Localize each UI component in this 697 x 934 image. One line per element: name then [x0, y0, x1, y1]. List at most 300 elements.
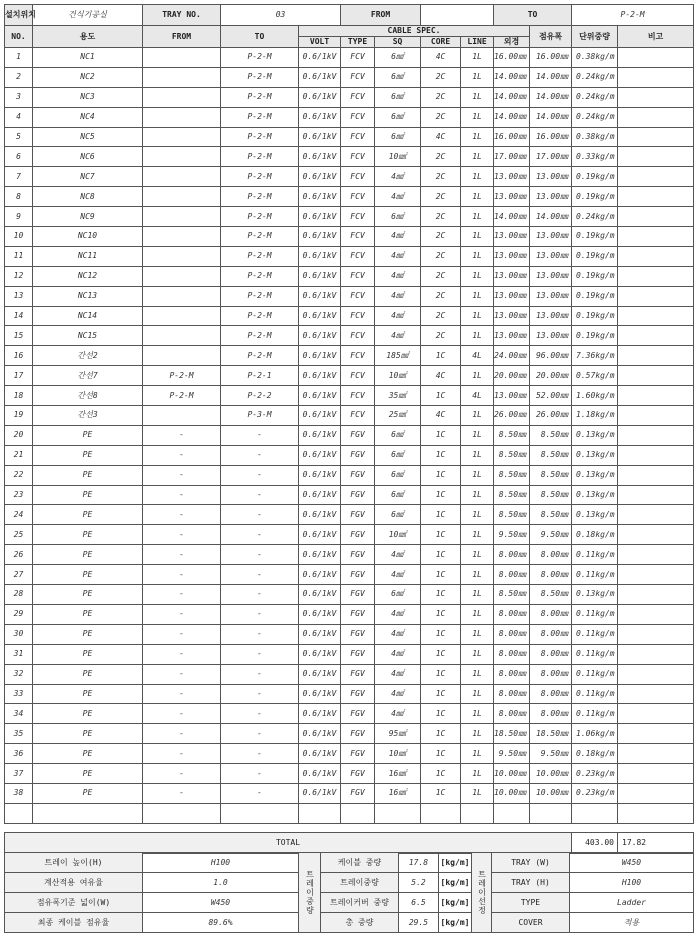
table-row — [5, 107, 694, 127]
row-volt: 0.6/1kV — [299, 167, 341, 187]
row-od: 8.50㎜ — [494, 465, 530, 485]
total-unit-weight: 17.82 — [618, 833, 694, 854]
blank-cell — [375, 803, 421, 823]
row-type: FGV — [341, 704, 375, 724]
row-occupancy: 13.00㎜ — [530, 306, 572, 326]
row-core: 4C — [421, 366, 461, 386]
row-sq: 4㎟ — [375, 624, 421, 644]
row-use: PE — [33, 664, 143, 684]
row-from: - — [143, 724, 221, 744]
row-line: 1L — [461, 724, 494, 744]
row-unit-weight: 0.18kg/m — [572, 744, 618, 764]
row-line: 1L — [461, 127, 494, 147]
table-row — [5, 386, 694, 406]
row-unit-weight: 1.60kg/m — [572, 386, 618, 406]
row-no: 3 — [5, 87, 33, 107]
row-od: 8.50㎜ — [494, 485, 530, 505]
row-volt: 0.6/1kV — [299, 366, 341, 386]
row-line: 1L — [461, 326, 494, 346]
row-no: 17 — [5, 366, 33, 386]
row-from — [143, 306, 221, 326]
row-use: PE — [33, 604, 143, 624]
row-od: 8.50㎜ — [494, 585, 530, 605]
row-unit-weight: 0.23kg/m — [572, 764, 618, 784]
row-unit-weight: 0.19kg/m — [572, 187, 618, 207]
row-no: 11 — [5, 246, 33, 266]
row-note — [618, 545, 694, 565]
cable-weight-label: 케이블 중량 — [321, 853, 399, 873]
row-line: 1L — [461, 505, 494, 525]
row-to: - — [221, 684, 299, 704]
row-use: NC15 — [33, 326, 143, 346]
row-volt: 0.6/1kV — [299, 744, 341, 764]
row-volt: 0.6/1kV — [299, 266, 341, 286]
row-no: 18 — [5, 386, 33, 406]
row-note — [618, 406, 694, 426]
row-use: PE — [33, 783, 143, 803]
col-core: CORE — [421, 37, 461, 48]
row-core: 2C — [421, 207, 461, 227]
row-sq: 16㎟ — [375, 764, 421, 784]
sel-w-value: W450 — [570, 853, 694, 873]
total-occupancy: 403.00 — [572, 833, 618, 854]
row-occupancy: 8.00㎜ — [530, 545, 572, 565]
row-occupancy: 8.50㎜ — [530, 425, 572, 445]
row-type: FCV — [341, 48, 375, 68]
row-from: P-2-M — [143, 366, 221, 386]
cable-tray-table — [4, 4, 694, 824]
table-row — [5, 565, 694, 585]
row-occupancy: 13.00㎜ — [530, 326, 572, 346]
row-no: 4 — [5, 107, 33, 127]
row-sq: 16㎟ — [375, 783, 421, 803]
row-from — [143, 48, 221, 68]
row-od: 18.50㎜ — [494, 724, 530, 744]
row-od: 8.00㎜ — [494, 565, 530, 585]
row-sq: 4㎟ — [375, 286, 421, 306]
row-od: 13.00㎜ — [494, 386, 530, 406]
row-core: 2C — [421, 107, 461, 127]
row-to: - — [221, 485, 299, 505]
table-row — [5, 67, 694, 87]
blank-cell — [33, 803, 143, 823]
row-volt: 0.6/1kV — [299, 406, 341, 426]
row-from — [143, 286, 221, 306]
table-row — [5, 465, 694, 485]
row-line: 1L — [461, 266, 494, 286]
row-to: P-2-M — [221, 326, 299, 346]
row-volt: 0.6/1kV — [299, 425, 341, 445]
table-row — [5, 346, 694, 366]
row-core: 1C — [421, 724, 461, 744]
row-from: - — [143, 744, 221, 764]
from-value — [421, 5, 494, 26]
row-from — [143, 187, 221, 207]
row-no: 34 — [5, 704, 33, 724]
row-note — [618, 227, 694, 247]
row-sq: 6㎟ — [375, 585, 421, 605]
row-sq: 6㎟ — [375, 127, 421, 147]
blank-cell — [221, 803, 299, 823]
row-occupancy: 18.50㎜ — [530, 724, 572, 744]
row-to: P-2-M — [221, 266, 299, 286]
row-use: NC9 — [33, 207, 143, 227]
final-rate-label: 최종 케이블 점유율 — [5, 913, 143, 933]
row-od: 26.00㎜ — [494, 406, 530, 426]
row-od: 13.00㎜ — [494, 326, 530, 346]
row-occupancy: 14.00㎜ — [530, 207, 572, 227]
col-occupancy: 점유폭 — [530, 26, 572, 48]
row-use: PE — [33, 724, 143, 744]
tray-select-vertical-label: 트레이선정 — [472, 853, 492, 933]
row-core: 4C — [421, 48, 461, 68]
row-core: 4C — [421, 406, 461, 426]
row-type: FCV — [341, 87, 375, 107]
row-to: P-2-M — [221, 306, 299, 326]
row-line: 1L — [461, 644, 494, 664]
blank-cell — [421, 803, 461, 823]
header-row — [5, 5, 694, 26]
width-value: W450 — [143, 893, 299, 913]
row-from: - — [143, 704, 221, 724]
row-note — [618, 207, 694, 227]
row-sq: 4㎟ — [375, 664, 421, 684]
row-from — [143, 147, 221, 167]
table-row — [5, 266, 694, 286]
row-no: 13 — [5, 286, 33, 306]
table-row — [5, 624, 694, 644]
row-from — [143, 227, 221, 247]
row-note — [618, 107, 694, 127]
row-note — [618, 704, 694, 724]
row-od: 10.00㎜ — [494, 764, 530, 784]
row-no: 10 — [5, 227, 33, 247]
row-use: NC13 — [33, 286, 143, 306]
row-type: FGV — [341, 425, 375, 445]
tray-height-label: 트레이 높이(H) — [5, 853, 143, 873]
row-type: FGV — [341, 485, 375, 505]
row-note — [618, 624, 694, 644]
row-line: 4L — [461, 346, 494, 366]
row-unit-weight: 0.11kg/m — [572, 545, 618, 565]
row-unit-weight: 0.11kg/m — [572, 624, 618, 644]
row-unit-weight: 0.11kg/m — [572, 664, 618, 684]
row-to: P-2-M — [221, 187, 299, 207]
row-unit-weight: 0.19kg/m — [572, 266, 618, 286]
table-row — [5, 187, 694, 207]
summary-detail-table — [4, 852, 694, 933]
row-occupancy: 10.00㎜ — [530, 783, 572, 803]
table-row — [5, 724, 694, 744]
table-row — [5, 485, 694, 505]
row-no: 7 — [5, 167, 33, 187]
row-unit-weight: 0.24kg/m — [572, 107, 618, 127]
row-type: FCV — [341, 366, 375, 386]
cable-weight-value: 17.8 — [399, 853, 439, 873]
row-from — [143, 346, 221, 366]
table-row — [5, 445, 694, 465]
row-type: FGV — [341, 684, 375, 704]
col-note: 비고 — [618, 26, 694, 48]
row-core: 1C — [421, 664, 461, 684]
col-type: TYPE — [341, 37, 375, 48]
row-use: 간선8 — [33, 386, 143, 406]
tray-value: 03 — [221, 5, 341, 26]
row-occupancy: 8.50㎜ — [530, 505, 572, 525]
row-note — [618, 306, 694, 326]
row-core: 1C — [421, 545, 461, 565]
row-unit-weight: 0.38kg/m — [572, 127, 618, 147]
row-type: FGV — [341, 664, 375, 684]
row-line: 1L — [461, 664, 494, 684]
table-row — [5, 147, 694, 167]
row-unit-weight: 0.11kg/m — [572, 644, 618, 664]
table-row — [5, 684, 694, 704]
row-use: PE — [33, 684, 143, 704]
row-to: - — [221, 425, 299, 445]
row-note — [618, 465, 694, 485]
row-sq: 4㎟ — [375, 246, 421, 266]
sel-w-label: TRAY (W) — [492, 853, 570, 873]
total-weight-label: 총 중량 — [321, 913, 399, 933]
row-use: NC10 — [33, 227, 143, 247]
row-note — [618, 684, 694, 704]
row-od: 8.00㎜ — [494, 604, 530, 624]
row-no: 35 — [5, 724, 33, 744]
row-no: 20 — [5, 425, 33, 445]
row-unit-weight: 0.11kg/m — [572, 704, 618, 724]
row-no: 25 — [5, 525, 33, 545]
margin-value: 1.0 — [143, 873, 299, 893]
row-od: 13.00㎜ — [494, 227, 530, 247]
row-from: - — [143, 425, 221, 445]
row-note — [618, 346, 694, 366]
row-line: 4L — [461, 386, 494, 406]
row-no: 30 — [5, 624, 33, 644]
row-core: 1C — [421, 783, 461, 803]
table-row — [5, 246, 694, 266]
sel-h-label: TRAY (H) — [492, 873, 570, 893]
row-core: 2C — [421, 87, 461, 107]
row-sq: 4㎟ — [375, 187, 421, 207]
row-type: FCV — [341, 386, 375, 406]
row-od: 14.00㎜ — [494, 207, 530, 227]
row-core: 2C — [421, 286, 461, 306]
row-use: NC12 — [33, 266, 143, 286]
row-volt: 0.6/1kV — [299, 87, 341, 107]
row-core: 1C — [421, 764, 461, 784]
to-value: P-2-M — [572, 5, 694, 26]
row-sq: 35㎟ — [375, 386, 421, 406]
row-core: 2C — [421, 246, 461, 266]
row-line: 1L — [461, 565, 494, 585]
col-sq: SQ — [375, 37, 421, 48]
row-to: - — [221, 604, 299, 624]
row-unit-weight: 7.36kg/m — [572, 346, 618, 366]
table-row — [5, 286, 694, 306]
row-sq: 4㎟ — [375, 167, 421, 187]
row-volt: 0.6/1kV — [299, 386, 341, 406]
row-unit-weight: 0.13kg/m — [572, 465, 618, 485]
row-line: 1L — [461, 604, 494, 624]
row-volt: 0.6/1kV — [299, 604, 341, 624]
row-use: PE — [33, 644, 143, 664]
row-from — [143, 406, 221, 426]
row-unit-weight: 0.19kg/m — [572, 227, 618, 247]
col-unit-weight: 단위중량 — [572, 26, 618, 48]
row-sq: 6㎟ — [375, 445, 421, 465]
row-no: 2 — [5, 67, 33, 87]
row-unit-weight: 0.19kg/m — [572, 286, 618, 306]
table-row — [5, 306, 694, 326]
row-od: 13.00㎜ — [494, 167, 530, 187]
row-no: 32 — [5, 664, 33, 684]
row-from — [143, 107, 221, 127]
row-unit-weight: 0.11kg/m — [572, 604, 618, 624]
row-line: 1L — [461, 87, 494, 107]
row-occupancy: 9.50㎜ — [530, 525, 572, 545]
row-to: P-3-M — [221, 406, 299, 426]
row-od: 13.00㎜ — [494, 306, 530, 326]
table-row — [5, 127, 694, 147]
row-note — [618, 366, 694, 386]
row-od: 13.00㎜ — [494, 246, 530, 266]
row-unit-weight: 0.13kg/m — [572, 585, 618, 605]
row-to: P-2-M — [221, 207, 299, 227]
row-unit-weight: 0.11kg/m — [572, 684, 618, 704]
row-type: FGV — [341, 764, 375, 784]
row-type: FCV — [341, 67, 375, 87]
blank-cell — [530, 803, 572, 823]
row-sq: 4㎟ — [375, 545, 421, 565]
row-occupancy: 26.00㎜ — [530, 406, 572, 426]
width-label: 점유폭기준 넓이(W) — [5, 893, 143, 913]
row-line: 1L — [461, 406, 494, 426]
row-to: P-2-2 — [221, 386, 299, 406]
row-unit-weight: 0.13kg/m — [572, 505, 618, 525]
cover-weight-value: 6.5 — [399, 893, 439, 913]
row-note — [618, 744, 694, 764]
row-line: 1L — [461, 525, 494, 545]
blank-cell — [341, 803, 375, 823]
row-no: 14 — [5, 306, 33, 326]
row-no: 23 — [5, 485, 33, 505]
table-row — [5, 585, 694, 605]
row-note — [618, 167, 694, 187]
row-use: NC6 — [33, 147, 143, 167]
row-use: NC4 — [33, 107, 143, 127]
column-header-row — [5, 26, 694, 37]
row-note — [618, 286, 694, 306]
total-weight-unit: [kg/m] — [439, 913, 472, 933]
row-no: 21 — [5, 445, 33, 465]
row-sq: 4㎟ — [375, 306, 421, 326]
row-sq: 6㎟ — [375, 425, 421, 445]
row-no: 5 — [5, 127, 33, 147]
row-core: 2C — [421, 266, 461, 286]
row-type: FCV — [341, 346, 375, 366]
blank-cell — [143, 803, 221, 823]
table-row — [5, 505, 694, 525]
table-row — [5, 366, 694, 386]
row-to: P-2-1 — [221, 366, 299, 386]
col-od: 외경 — [494, 37, 530, 48]
row-unit-weight: 0.19kg/m — [572, 326, 618, 346]
cover-weight-unit: [kg/m] — [439, 893, 472, 913]
row-od: 13.00㎜ — [494, 286, 530, 306]
row-volt: 0.6/1kV — [299, 107, 341, 127]
row-no: 31 — [5, 644, 33, 664]
row-core: 1C — [421, 485, 461, 505]
row-occupancy: 17.00㎜ — [530, 147, 572, 167]
tray-w-unit: [kg/m] — [439, 873, 472, 893]
row-core: 1C — [421, 585, 461, 605]
row-sq: 10㎟ — [375, 744, 421, 764]
row-volt: 0.6/1kV — [299, 664, 341, 684]
row-core: 4C — [421, 127, 461, 147]
row-core: 1C — [421, 744, 461, 764]
row-volt: 0.6/1kV — [299, 187, 341, 207]
row-no: 6 — [5, 147, 33, 167]
row-to: - — [221, 624, 299, 644]
row-note — [618, 326, 694, 346]
row-use: 간선3 — [33, 406, 143, 426]
row-occupancy: 13.00㎜ — [530, 227, 572, 247]
sel-cover-value: 적용 — [570, 913, 694, 933]
table-row — [5, 783, 694, 803]
row-occupancy: 8.50㎜ — [530, 485, 572, 505]
row-note — [618, 565, 694, 585]
row-from: - — [143, 465, 221, 485]
row-to: P-2-M — [221, 167, 299, 187]
row-use: PE — [33, 485, 143, 505]
row-use: NC2 — [33, 67, 143, 87]
row-note — [618, 425, 694, 445]
row-from: - — [143, 783, 221, 803]
row-volt: 0.6/1kV — [299, 227, 341, 247]
row-line: 1L — [461, 207, 494, 227]
row-sq: 6㎟ — [375, 107, 421, 127]
row-od: 16.00㎜ — [494, 127, 530, 147]
row-line: 1L — [461, 48, 494, 68]
row-line: 1L — [461, 425, 494, 445]
row-from: - — [143, 545, 221, 565]
row-use: PE — [33, 425, 143, 445]
row-use: NC11 — [33, 246, 143, 266]
row-od: 8.00㎜ — [494, 684, 530, 704]
row-line: 1L — [461, 366, 494, 386]
row-sq: 4㎟ — [375, 227, 421, 247]
row-unit-weight: 0.24kg/m — [572, 67, 618, 87]
row-volt: 0.6/1kV — [299, 585, 341, 605]
row-no: 8 — [5, 187, 33, 207]
table-row — [5, 604, 694, 624]
sel-h-value: H100 — [570, 873, 694, 893]
row-unit-weight: 0.13kg/m — [572, 445, 618, 465]
col-use: 용도 — [33, 26, 143, 48]
total-row — [5, 833, 694, 854]
row-core: 1C — [421, 704, 461, 724]
row-line: 1L — [461, 585, 494, 605]
row-note — [618, 644, 694, 664]
row-volt: 0.6/1kV — [299, 764, 341, 784]
col-to: TO — [221, 26, 299, 48]
row-no: 36 — [5, 744, 33, 764]
row-unit-weight: 0.23kg/m — [572, 783, 618, 803]
row-from: - — [143, 445, 221, 465]
row-to: P-2-M — [221, 67, 299, 87]
row-occupancy: 8.00㎜ — [530, 565, 572, 585]
